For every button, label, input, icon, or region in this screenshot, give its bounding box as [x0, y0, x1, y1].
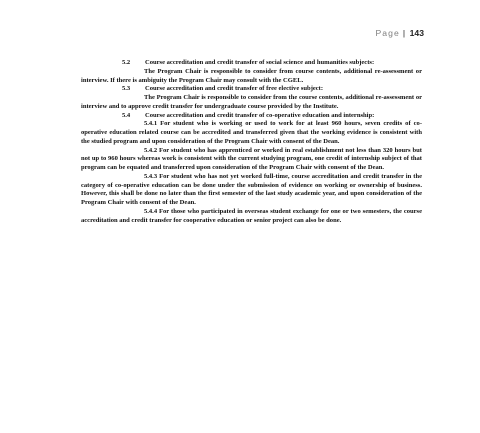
section-number: 5.3	[122, 85, 131, 93]
section-title: Course accreditation and credit transfer of free elective subject:	[145, 85, 324, 93]
section-title: Course accreditation and credit transfer of social science and humanities subjects:	[145, 59, 375, 66]
document-body	[81, 59, 422, 225]
section-heading-5-2	[81, 59, 422, 68]
section-paragraph-5-2: The Program Chair is responsible to consider from course contents, additional re-assessment or interview. If there is ambiguity the Program Chair may consult with the CGEL.	[81, 67, 422, 84]
page-label: Page	[375, 28, 400, 38]
section-paragraph-5-3: The Program Chair is responsible to consider from the course contents, additional re-assessment or interview and to approve credit transfer for undergraduate course provided by the Institute.	[81, 94, 422, 110]
subsection-5-4-2: 5.4.2 For student who has apprenticed or worked in real establishment not less than 320 hours but not up to 960 hours whereas work is consistent with the current studying program, one credit of internship subject of that program can be equated and transferred upon consideration of the Program Chair with consent of the Dean.	[81, 146, 422, 171]
section-heading-5-4	[81, 112, 422, 121]
subsection-5-4-4: 5.4.4 For those who participated in overseas student exchange for one or two semesters, the course accreditation and credit transfer for cooperative education or senior project can also be done.	[81, 207, 422, 224]
page-separator: |	[402, 28, 406, 38]
section-number: 5.4	[122, 111, 131, 119]
section-heading-5-3	[81, 85, 422, 94]
section-number: 5.2	[122, 59, 131, 66]
section-title: Course accreditation and credit transfer of co-operative education and internship:	[145, 111, 375, 119]
subsection-5-4-1: 5.4.1 For student who is working or used to work for at least 960 hours, seven credits of co-operative education related course can be accredited and transferred given that the working evidence is consistent with the studied program and upon consideration of the Program Chair with consent of the Dean.	[81, 120, 422, 145]
page-number: 143	[409, 28, 424, 38]
page-number-header	[375, 28, 424, 38]
subsection-5-4-3: 5.4.3 For student who has not yet worked full-time, course accreditation and credit transfer in the category of co-operative education can be done under the submission of evidence on working or ownership of business. However, this shall be done no later than the first semester of the last study academic year, and upon consideration of the Program Chair with consent of the Dean.	[81, 172, 422, 206]
